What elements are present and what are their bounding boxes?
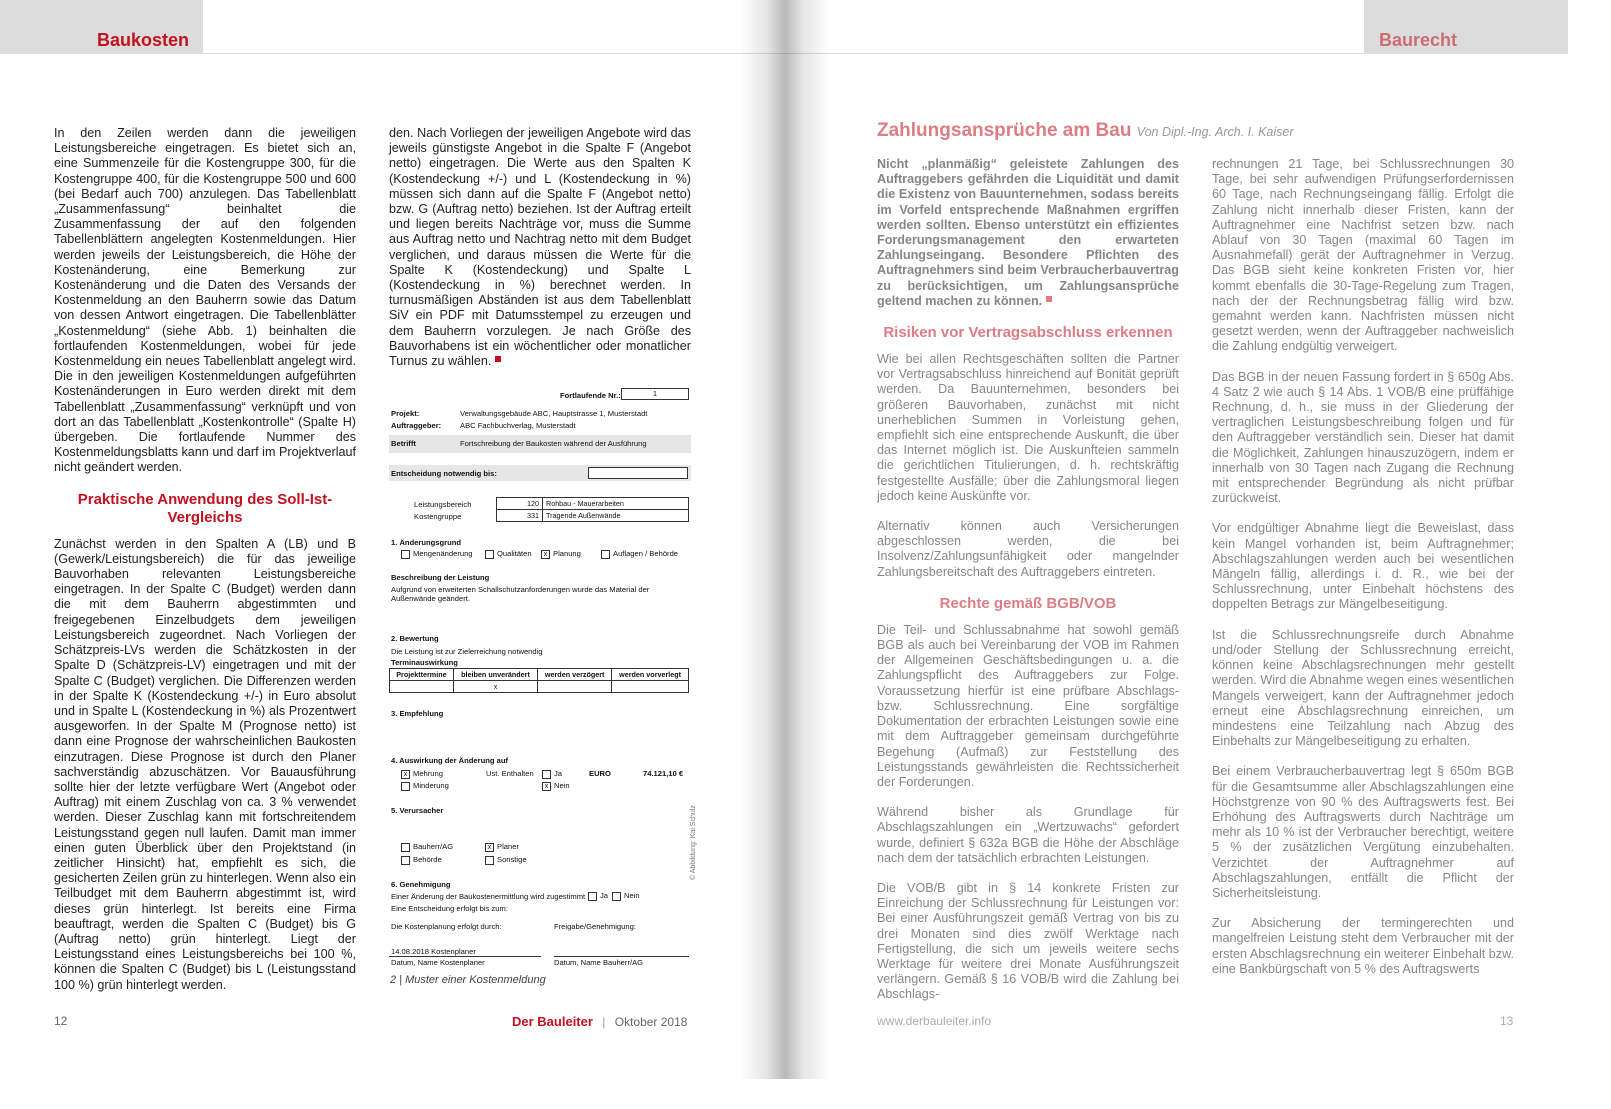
checkbox-row [401,549,473,559]
brand-name: Der Bauleiter [512,1014,593,1029]
paragraph: Wie bei allen Rechtsgeschäften sollten die Partner vor Vertragsabschluss hinreichend auf Bonität geprüft werden. Da Bauunternehmen, besonders bei größeren Bauvorhaben, zunächst mit nicht unerheblichen Summen in Vorleistung gehen, empfiehlt sich eine entsprechende Auskunft, die über das Internet möglich ist. Die Auskunfteien sammeln die gerichtlichen Titulierungen, d. h. rechtskräftig festgestellte Ausfälle; über die Zahlungsmoral liegen jedoch keine Auskünfte vor. [877,352,1179,503]
signature-line [554,956,689,957]
section-title: 1. Änderungsgrund [391,538,462,547]
checkbox-label: Auflagen / Behörde [613,549,679,558]
form-label: Betrifft [391,439,416,448]
form-value: 14.08.2018 Kostenplaner [391,947,476,956]
form-text: Eine Entscheidung erfolgt bis zum: [391,904,508,913]
table-header: bleiben unverändert [453,669,537,681]
form-label: Leistungsbereich [414,500,472,509]
checkbox-row [485,855,527,865]
article-title-text: Zahlungsansprüche am Bau [877,120,1132,141]
checkbox-label: Qualitäten [497,549,532,558]
section-title: 4. Auswirkung der Änderung auf [391,756,509,765]
form-text: Freigabe/Genehmigung: [554,922,636,931]
table-cell: 331 [497,510,543,522]
checkbox-row [541,549,581,559]
section-title: 5. Verursacher [391,806,444,815]
checkbox-label: Planung [553,549,581,558]
checkbox-label: Mehrung [413,769,443,778]
checkbox: x [485,843,494,852]
issue-date: Oktober 2018 [614,1015,688,1029]
checkbox: x [401,770,410,779]
checkbox [612,892,621,901]
form-text: Aufgrund von erweiterten Schallschutzanforderungen wurde das Material der Außenwände geändert. [391,585,650,603]
checkbox-row [612,891,640,901]
paragraph: Zunächst werden in den Spalten A (LB) und B (Gewerk/Leistungsbereich) die für das jeweilige Bauvorhaben relevanten Leistungsbereiche eingetragen. In der Spalte C (Budget) werden dann die mit dem Bauherrn abgestimmten und freigegebenen Einzelbudgets dem jeweiligen Leistungsbereich zugeordnet. Nach Vorliegen der Schätzpreis-LVs werden die Schätzkosten in der Spalte D (Schätzpreis-LV) eingetragen und mit der Spalte C (Budget) verglichen. Die Differenzen werden in der Spalte K (Kostendeckung +/-) in Euro absolut und in Spalte L (Kostendeckung in %) als Prozentwert ausgeworfen. In der Spalte M (Prognose netto) ist dann eine Prognose der wahrscheinlichen Baukosten einzutragen. Diese Prognose ist durch den Planer sachverständig abzuschätzen. Vor Bauausführung sollte hier der letzte verfügbare Wert (Angebot oder Auftrag) mit einem Zuschlag von ca. 3 % verwendet werden. Dieser Zuschlag kann mit fortschreitendem Leistungsstand gegen null laufen. Damit man immer einen guten Überblick über den Projektstand (in zeitlicher Hinsicht) hat, empfiehlt es sich, die gesicherten Zeilen grün zu hinterlegen. Wenn also ein Teilbudget mit dem Bauherrn abgestimmt ist, wird dieses grün hinterlegt. Ist bereits eine Firma beauftragt, werden die Spalten C (Budget) bis G (Auftrag netto) grün hinterlegt. Liegt der Leistungsstand eines Leistungsbereichs bei 100 %, können die Spalten C (Budget) bis L (Leistungsstand 100 %) grün hinterlegt werden. [54,536,356,992]
form-text: Die Kostenplanung erfolgt durch: [391,922,502,931]
table-cell [538,681,612,693]
form-label: Fortlaufende Nr.: [560,391,621,400]
paragraph: Vor endgültiger Abnahme liegt die Beweislast, dass kein Mangel vorhanden ist, beim Auftragnehmer; Abschlagszahlungen werden auch bei wesentlichen Mängeln fällig, allerdings i. d. R., wie bei der Schlussrechnung, unter Einbehalt höchstens des doppelten Betrags zur Mängelbeseitigung. [1212,521,1514,612]
page-number: 13 [1500,1014,1514,1028]
section-title: Beschreibung der Leistung [391,573,490,582]
checkbox-row [401,855,442,865]
checkbox-row [401,769,443,779]
checkbox [401,782,410,791]
section-title: 3. Empfehlung [391,709,444,718]
checkbox-row [588,891,608,901]
table-cell [390,681,454,693]
checkbox-row [485,842,519,852]
checkbox-label: Sonstige [497,855,527,864]
checkbox: x [541,550,550,559]
right-column-1 [877,157,1179,1018]
form-label: Auftraggeber: [391,421,442,430]
checkbox [588,892,597,901]
checkbox-row [542,769,562,779]
table-header: Projekttermine [390,669,454,681]
table-cell: 120 [497,498,543,510]
paragraph: Alternativ können auch Versicherungen abgeschlossen werden, die bei Insolvenz/Zahlungsunfähigkeit oder mangelnder Zahlungsbereitschaft des Auftraggebers eintreten. [877,519,1179,579]
page-number: 12 [54,1014,68,1028]
subheading: Rechte gemäß BGB/VOB [939,594,1117,612]
table-header: werden verzögert [538,669,612,681]
checkbox [401,856,410,865]
paragraph: Während bisher als Grundlage für Abschlagszahlungen ein „Wertzuwachs“ gefordert wurde, definiert § 632a BGB die Höhe der Abschläge nach dem der tatsächlich erbrachten Leistungen. [877,805,1179,865]
article-title [877,120,1294,142]
form-label: Entscheidung notwendig bis: [391,469,497,478]
section-title: Terminauswirkung [391,658,458,667]
checkbox-label: Planer [497,842,519,851]
checkbox-label: Mengenänderung [413,549,473,558]
checkbox-label: Nein [624,891,640,900]
left-page [0,0,784,1079]
section-label-baukosten: Baukosten [97,30,190,50]
form-label: EURO [589,769,611,778]
paragraph: Bei einem Verbraucherbauvertrag legt § 650m BGB für die Gesamtsumme aller Abschlagszahlungen eine Höchstgrenze von 90 % des Auftragswerts fest. Bei Erhöhung des Auftragswerts durch Nachträge um mehr als 10 % ist der Verbraucher berechtigt, weitere 5 % der zusätzlichen Vergütung einzubehalten. Verzichtet der Auftragnehmer auf Abschlagszahlungen, entfällt die Pflicht der Sicherheitsleistung. [1212,764,1514,900]
article-author: Von Dipl.-Ing. Arch. I. Kaiser [1136,125,1294,139]
checkbox-row [401,781,449,791]
right-column-2 [1212,157,1514,992]
figure-caption: 2 | Muster einer Kostenmeldung [390,974,546,986]
left-column-2 [389,126,691,384]
signature-line [389,956,541,957]
section-title: 2. Bewertung [391,634,439,643]
checkbox [542,770,551,779]
paragraph: Ist die Schlussrechnungsreife durch Abnahme und/oder Stellung der Schlussrechnung erreicht, können keine Abschlagsrechnungen mehr gestellt werden. Wird die Abnahme wegen eines wesentlichen Mangels verweigert, kann der Auftragnehmer jedoch erneut eine Abschlagsrechnung einreichen, um mindestens eine Teilzahlung nach Abzug des Einbehalts zur Mängelbeseitigung zu erhalten. [1212,627,1514,749]
checkbox-label: Ja [600,891,609,900]
paragraph: den. Nach Vorliegen der jeweiligen Angebote wird das jeweils günstigste Angebot in die Spalte F (Angebot netto) eingetragen. Die Werte aus den Spalten K (Kostendeckung +/-) und L (Kostendeckung in %) müssen sich dann auf die Spalte F (Angebot netto) bzw. G (Auftrag netto) beziehen. Ist der Auftrag erteilt und liegen bereits Nachträge vor, muss die Summe aus Auftrag netto und Nachtrag netto mit dem Budget verglichen, und daraus müssen die Werte für die Spalte K (Kostendeckung) und Spalte L (Kostendeckung in %) berechnet werden. In turnusmäßigen Abständen ist aus dem Tabellenblatt SiV ein PDF mit Datumsstempel zu erzeugen und dem Bauherrn vorzulegen. Je nach Größe des Bauvorhabens ist ein wöchentlicher oder monatlicher Turnus zu wählen. [389,126,691,369]
form-field [588,467,688,479]
end-mark [1046,296,1052,302]
paragraph: Die VOB/B gibt in § 14 konkrete Fristen zur Einreichung der Schlussrechnung für Leistungen vor: Bei einer Ausführungszeit gemäß Vertrag von bis zu drei Monaten sind dies zwölf Werktage nach Fertigstellung, die sich um jeweils weitere sechs Werktage für weitere drei Monate Ausführungszeit verlängern. Gemäß § 16 VOB/B wird die Zahlung bei Abschlags- [877,880,1179,1002]
checkbox [401,550,410,559]
form-value: Fortschreibung der Baukosten während der Ausführung [460,439,647,448]
checkbox-label: Ja [554,769,563,778]
paragraph: Zur Absicherung der termingerechten und mangelfreien Leistung steht dem Verbraucher mit der ersten Abschlagsrechnung ein weiterer Einbehalt bzw. eine Bankbürgschaft von 5 % des Auftragswerts [1212,916,1514,976]
checkbox-label: Minderung [413,781,449,790]
section-label-baurecht: Baurecht [1379,30,1458,50]
lead-paragraph: Nicht „planmäßig“ geleistete Zahlungen des Auftraggebers gefährden die Liquidität und damit die Existenz von Bauunternehmen, sodass bereits im Vorfeld entsprechende Maßnahmen ergriffen werden sollten. Ebenso unterstützt ein effizientes Forderungsmanagement den erwarteten Zahlungseingang. Besondere Pflichten des Auftragnehmers sind beim Verbraucherbauvertrag zu berücksichtigen, um Zahlungsansprüche geltend machen zu können. [877,157,1179,308]
checkbox-row [601,549,678,559]
checkbox-label: Nein [554,781,570,790]
form-label: Kostengruppe [414,512,462,521]
leistung-table [496,497,689,522]
footer-url: www.derbauleiter.info [877,1014,992,1028]
table-header: werden vorverlegt [612,669,689,681]
form-text: Die Leistung ist zur Zielerreichung notwendig [391,647,543,656]
table-cell [612,681,689,693]
image-credit: © Abbildung: Kai Schulz [690,805,697,880]
end-mark [495,356,501,362]
checkbox [401,843,410,852]
form-label: Ust. Enthalten [486,769,534,778]
paragraph: rechnungen 21 Tage, bei Schlussrechnungen 30 Tage, bei sehr aufwendigen Prüfungserfordernissen 60 Tage, nach Rechnungseingang fällig. Erfolgt die Zahlung nicht innerhalb dieser Fristen, kann der Auftragnehmer eine Nachfrist setzen bzw. nach Ablauf von 30 Tagen (maximal 60 Tagen im Ausnahmefall) gerät der Auftragnehmer in Verzug. Das BGB sieht keine konkreten Fristen vor, hier kommt ebenfalls die 30-Tage-Regelung zum Tragen, nach der der Rechnungsbetrag fällig wird bzw. gemahnt werden kann. Nachfristen müssen nicht gesetzt werden, wenn der Auftraggeber nachweislich die Zahlung endgültig verweigert. [1212,157,1514,354]
left-column-1 [54,126,356,1008]
subheading: Praktische Anwendung des Soll-Ist-Vergleichs [77,490,333,526]
table-cell: x [453,681,537,693]
form-value: ABC Fachbuchverlag, Musterstadt [460,421,576,430]
form-value: 74.121,10 € [643,769,684,778]
form-value: Verwaltungsgebäude ABC, Hauptstrasse 1, Musterstadt [460,409,648,418]
cost-report-form [388,387,694,967]
checkbox-label: Bauherr/AG [413,842,454,851]
checkbox: x [542,782,551,791]
termin-table [389,668,689,693]
checkbox-label: Behörde [413,855,442,864]
checkbox [485,550,494,559]
form-value: 1 [621,388,689,400]
subheading: Risiken vor Vertragsabschluss erkennen [883,324,1173,342]
separator: | [602,1015,606,1029]
checkbox-row [485,549,532,559]
form-text: Einer Änderung der Baukostenermittlung wird zugestimmt [391,892,586,901]
checkbox-row [401,842,453,852]
section-title: 6. Genehmigung [391,880,451,889]
checkbox [485,856,494,865]
table-cell: Rohbau - Mauerarbeiten [543,498,689,510]
table-cell: Tragende Außenwände [543,510,689,522]
form-label: Projekt: [391,409,420,418]
form-text: Datum, Name Bauherr/AG [554,958,644,967]
paragraph: Das BGB in der neuen Fassung fordert in § 650g Abs. 4 Satz 2 wie auch § 14 Abs. 1 VOB/B eine prüffähige Rechnung, d. h., sie muss in der Gliederung der vertraglichen Leistungsbeschreibung folgen und für den Auftraggeber verständlich sein. Dieser hat damit die Möglichkeit, Zahlungen hinauszuzögern, indem er innerhalb von 30 Tagen nach Zugang die Rechnung mit entsprechender Begründung als nicht prüfbar zurückweist. [1212,369,1514,506]
form-text: Datum, Name Kostenplaner [391,958,485,967]
footer-brand-line [512,1014,687,1029]
checkbox [601,550,610,559]
paragraph: In den Zeilen werden dann die jeweiligen Leistungsbereiche eingetragen. Es bietet sich an, eine Summenzeile für die Kostengruppe 300, für die Kostengruppe 400, für die Kostengruppe 500 und 600 (bei Bedarf auch 700) anzulegen. Das Tabellenblatt „Zusammenfassung“ beinhaltet die Zusammenfassung der auf den folgenden Tabellenblättern angelegten Kostenmeldungen. Hier werden jeweils der Leistungsbereich, die Höhe der Kostenänderung, eine Bemerkung zur Kostenänderung und die Daten des Versands der Kostenmeldung an den Bauherrn sowie das Datum von dessen Antwort eingetragen. Die Tabellenblätter „Kostenmeldung“ (siehe Abb. 1) beinhalten die fortlaufenden Kostenmeldungen, wobei für jede Kostenmeldung ein neues Tabellenblatt angelegt wird. Die in den jeweiligen Kostenmeldungen aufgeführten Kostenänderungen in Euro werden direkt mit dem Tabellenblatt „Zusammenfassung“ verknüpft und von dort an das Tabellenblatt „Kostenkontrolle“ (Spalte H) übergeben. Die fortlaufende Nummer des Kostenmeldungsblatts kann und darf im Projektverlauf nicht geändert werden. [54,126,356,475]
checkbox-row [542,781,570,791]
paragraph: Die Teil- und Schlussabnahme hat sowohl gemäß BGB als auch bei Vereinbarung der VOB im Rahmen der Allgemeinen Geschäftsbedingungen u. a. die Zahlungspflicht des Auftraggebers zur Folge. Voraussetzung hierfür ist eine prüfbare Abschlags- bzw. Schlussrechnung. Eine sorgfältige Dokumentation der erbrachten Leistungen sowie eine mit dem Auftraggeber gemeinsam durchgeführte Begehung (Aufmaß) zur Feststellung des Leistungsstands gewährleisten die Rechtssicherheit der Forderungen. [877,622,1179,789]
